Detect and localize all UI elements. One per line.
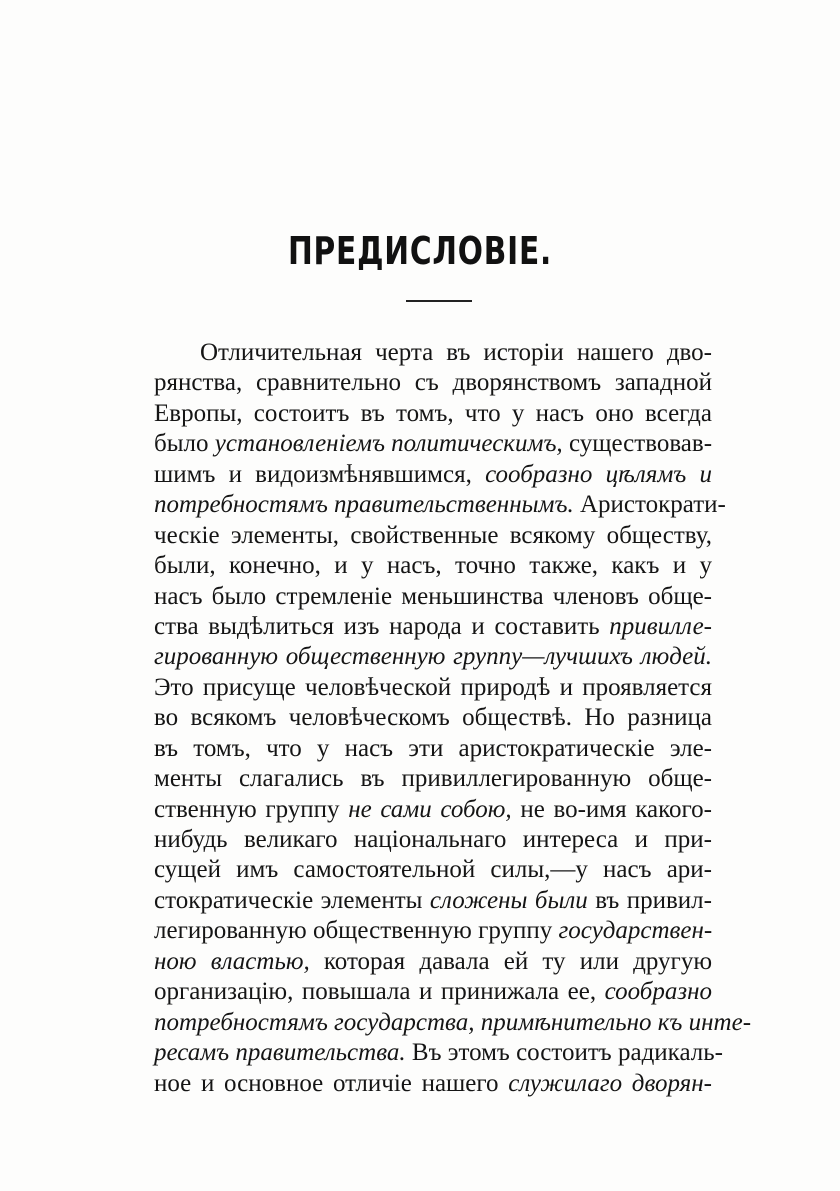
text-segment: стократическіе элементы xyxy=(154,886,430,914)
text-segment: сущей имъ самостоятельной силы,—у насъ ари- xyxy=(154,856,712,884)
italic-text: служилаго дворян- xyxy=(508,1069,712,1097)
text-segment: Въ этомъ состоитъ радикаль- xyxy=(405,1039,723,1067)
text-line xyxy=(154,490,726,520)
text-line xyxy=(154,1008,752,1038)
text-line xyxy=(154,429,712,459)
text-line xyxy=(154,582,712,612)
text-line xyxy=(154,399,712,429)
text-segment: организацію, повышала и принижала ее, xyxy=(154,978,605,1006)
body-paragraph xyxy=(154,338,752,1099)
text-line xyxy=(154,855,712,885)
text-segment: менты слагались въ привиллегированную обще- xyxy=(154,765,712,793)
text-line xyxy=(154,368,712,398)
text-line xyxy=(154,764,712,794)
italic-text: гированную общественную группу—лучшихъ людей. xyxy=(154,643,712,671)
text-segment: не во-имя какого- xyxy=(511,795,712,823)
text-segment: Аристократи- xyxy=(573,491,726,519)
text-line xyxy=(154,521,712,551)
text-segment: въ томъ, что у насъ эти аристократическіе эле- xyxy=(154,734,712,762)
text-line xyxy=(154,916,712,946)
text-segment: существовав- xyxy=(562,430,713,458)
italic-text: ною властью, xyxy=(154,947,310,975)
page-title: ПРЕДИСЛОВІЕ. xyxy=(287,229,553,273)
text-segment: Это присуще человѣческой природѣ и проявляется xyxy=(154,673,712,701)
text-line xyxy=(154,673,712,703)
text-line xyxy=(154,977,712,1007)
text-segment: Отличительная черта въ исторіи нашего дво- xyxy=(200,339,712,366)
italic-text: привилле- xyxy=(609,612,712,640)
italic-text: потребностямъ государства, примѣнительно къ инте- xyxy=(154,1008,752,1036)
text-line xyxy=(154,642,712,672)
text-line xyxy=(154,612,712,642)
title-rule xyxy=(406,300,472,302)
text-line xyxy=(154,1038,723,1068)
text-segment: легированную общественную группу xyxy=(154,917,559,945)
text-segment: шимъ и видоизмѣнявшимся, xyxy=(154,460,486,488)
text-line xyxy=(154,886,712,916)
italic-text: не сами собою, xyxy=(348,795,512,823)
text-line xyxy=(154,338,712,368)
italic-text: ресамъ правительства. xyxy=(154,1039,406,1067)
text-segment: ное и основное отличіе нашего xyxy=(154,1069,509,1097)
text-line xyxy=(154,795,712,825)
text-segment: Европы, состоитъ въ томъ, что у насъ оно всегда xyxy=(154,399,712,427)
text-segment: въ привил- xyxy=(587,886,712,914)
text-line xyxy=(154,551,712,581)
italic-text: установленіемъ политическимъ, xyxy=(214,430,563,458)
text-segment: насъ было стремленіе меньшинства членовъ обще- xyxy=(154,582,712,610)
text-line xyxy=(154,703,712,733)
text-segment: ственную группу xyxy=(154,795,349,823)
text-line xyxy=(154,1069,712,1099)
italic-text: государствен- xyxy=(558,917,713,945)
text-line xyxy=(154,825,712,855)
italic-text: сообразно xyxy=(604,978,712,1006)
text-segment: ства выдѣлиться изъ народа и составить xyxy=(154,612,610,640)
text-segment: было xyxy=(154,430,215,458)
text-segment: ческіе элементы, свойственные всякому обществу, xyxy=(154,521,712,549)
text-segment: рянства, сравнительно съ дворянствомъ западной xyxy=(154,369,712,397)
italic-text: сообразно цѣлямъ и xyxy=(485,460,712,488)
text-line xyxy=(154,947,712,977)
text-line xyxy=(154,460,712,490)
italic-text: потребностямъ правительственнымъ. xyxy=(154,491,574,519)
text-segment: были, конечно, и у насъ, точно также, какъ и у xyxy=(154,552,712,580)
text-segment: нибудь великаго національнаго интереса и при- xyxy=(154,826,712,853)
text-segment: которая давала ей ту или другую xyxy=(309,947,712,975)
text-line xyxy=(154,734,712,764)
text-segment: во всякомъ человѣческомъ обществѣ. Но разница xyxy=(154,704,712,732)
italic-text: сложены были xyxy=(429,886,588,914)
